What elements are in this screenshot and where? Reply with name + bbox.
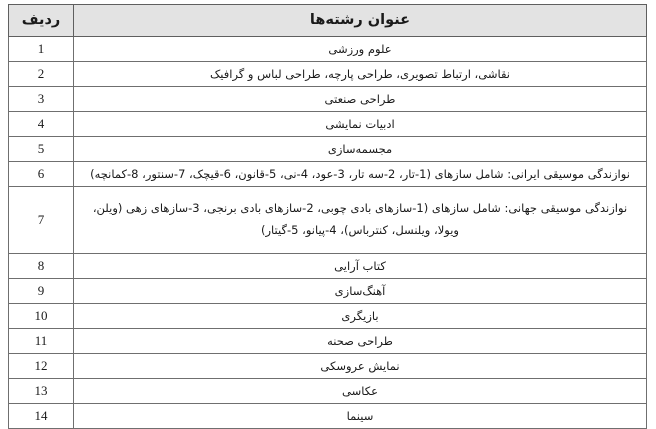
table-row xyxy=(9,162,647,187)
cell-field-title: ادبیات نمایشی xyxy=(74,112,647,137)
cell-row-index: 5 xyxy=(9,137,74,162)
cell-field-title: طراحی صنعتی xyxy=(74,87,647,112)
table-row xyxy=(9,379,647,404)
table-row xyxy=(9,329,647,354)
fields-table xyxy=(8,4,647,429)
cell-row-index: 10 xyxy=(9,304,74,329)
table-row xyxy=(9,112,647,137)
cell-row-index: 14 xyxy=(9,404,74,429)
table-row xyxy=(9,404,647,429)
fields-table-container xyxy=(9,4,647,429)
cell-field-title: بازیگری xyxy=(74,304,647,329)
table-body xyxy=(9,37,647,429)
table-row xyxy=(9,187,647,254)
cell-row-index: 4 xyxy=(9,112,74,137)
cell-field-title: مجسمه‌سازی xyxy=(74,137,647,162)
table-row xyxy=(9,254,647,279)
cell-field-title: نوازندگی موسیقی ایرانی: شامل سازهای (1-تار، 2-سه تار، 3-عود، 4-نی، 5-قانون، 6-قیچک، 7-سنتور، 8-کمانچه) xyxy=(74,162,647,187)
cell-row-index: 6 xyxy=(9,162,74,187)
table-row xyxy=(9,137,647,162)
table-row xyxy=(9,37,647,62)
cell-row-index: 2 xyxy=(9,62,74,87)
table-header xyxy=(9,5,647,37)
cell-row-index: 3 xyxy=(9,87,74,112)
column-header-title: عنوان رشته‌ها xyxy=(74,5,647,37)
cell-field-title: کتاب آرایی xyxy=(74,254,647,279)
cell-field-title: علوم ورزشی xyxy=(74,37,647,62)
cell-row-index: 1 xyxy=(9,37,74,62)
table-row xyxy=(9,87,647,112)
cell-field-title: آهنگ‌سازی xyxy=(74,279,647,304)
cell-row-index: 7 xyxy=(9,187,74,254)
cell-row-index: 13 xyxy=(9,379,74,404)
table-row xyxy=(9,304,647,329)
cell-field-title: نوازندگی موسیقی جهانی: شامل سازهای (1-سازهای بادی چوبی، 2-سازهای بادی برنجی، 3-سازهای زهی (ویلن، ویولا، ویلنسل، کنترباس)، 4-پیانو، 5-گیتار) xyxy=(74,187,647,254)
cell-row-index: 8 xyxy=(9,254,74,279)
cell-field-title: نقاشی، ارتباط تصویری، طراحی پارچه، طراحی لباس و گرافیک xyxy=(74,62,647,87)
cell-row-index: 11 xyxy=(9,329,74,354)
column-header-index: ردیف xyxy=(9,5,74,37)
cell-row-index: 9 xyxy=(9,279,74,304)
table-row xyxy=(9,354,647,379)
cell-field-title: سینما xyxy=(74,404,647,429)
table-row xyxy=(9,62,647,87)
cell-field-title: عکاسی xyxy=(74,379,647,404)
cell-field-title: طراحی صحنه xyxy=(74,329,647,354)
cell-row-index: 12 xyxy=(9,354,74,379)
cell-field-title: نمایش عروسکی xyxy=(74,354,647,379)
table-row xyxy=(9,279,647,304)
table-header-row xyxy=(9,5,647,37)
